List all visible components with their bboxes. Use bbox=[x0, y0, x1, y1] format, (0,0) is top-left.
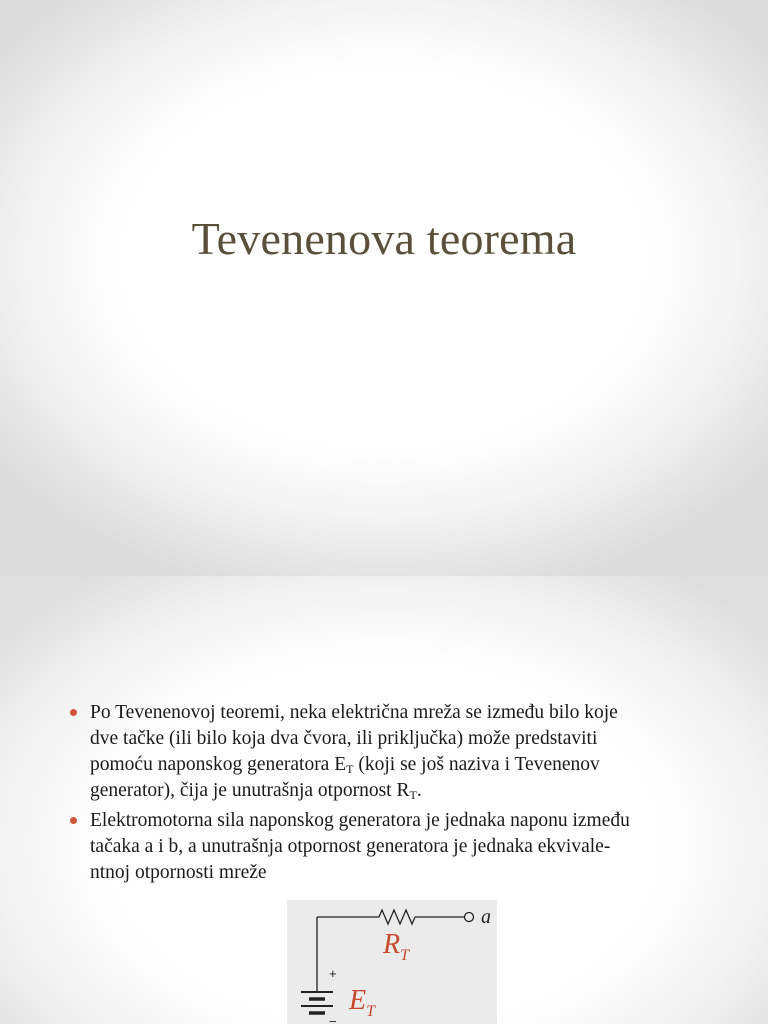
bullet-2-line-1: Elektromotorna sila naponskog generatora je jednaka naponu između bbox=[90, 810, 630, 831]
bullet-1-line-3-tail: (koji se još naziva i Tevenenov bbox=[353, 754, 600, 775]
thevenin-circuit-diagram bbox=[287, 900, 497, 1024]
resistor-symbol bbox=[379, 910, 415, 924]
bullet-list bbox=[70, 700, 710, 890]
bullet-dot-icon bbox=[70, 817, 77, 824]
bullet-1-line-4-subscript: T bbox=[409, 788, 417, 802]
bullet-1-line-3-text: pomoću naponskog generatora E bbox=[90, 754, 347, 775]
source-label-sub: T bbox=[366, 1003, 376, 1020]
source-label bbox=[348, 985, 376, 1020]
resistor-label-main: R bbox=[383, 929, 401, 960]
circuit-svg bbox=[287, 900, 497, 1024]
plus-sign: + bbox=[329, 966, 337, 981]
resistor-label bbox=[382, 929, 410, 964]
bullet-item-2 bbox=[70, 808, 710, 886]
slide-title: Tevenenova teorema bbox=[191, 213, 577, 264]
terminal-a-node bbox=[465, 913, 474, 922]
bullet-1-line-3 bbox=[90, 752, 710, 778]
resistor-label-sub: T bbox=[400, 947, 410, 964]
bullet-1-line-4 bbox=[90, 778, 710, 804]
bullet-item-1 bbox=[70, 700, 710, 804]
bullet-1-line-2: dve tačke (ili bilo koja dva čvora, ili priključka) može predstaviti bbox=[90, 728, 598, 749]
bullet-1-line-1: Po Tevenenovoj teoremi, neka električna mreža se između bilo koje bbox=[90, 702, 618, 723]
source-label-main: E bbox=[349, 985, 367, 1016]
bullet-dot-icon bbox=[70, 709, 77, 716]
bullet-1-line-4-text: generator), čija je unutrašnja otpornost R bbox=[90, 780, 410, 801]
bullet-2-line-3: ntnoj otpornosti mreže bbox=[90, 862, 267, 883]
bullet-1-line-4-tail: . bbox=[416, 780, 422, 801]
minus-sign: − bbox=[329, 1014, 337, 1024]
bullet-2-line-2: tačaka a i b, a unutrašnja otpornost generatora je jednaka ekvivale- bbox=[90, 836, 611, 857]
terminal-a-label: a bbox=[481, 906, 491, 928]
bullet-1-line-3-subscript: T bbox=[346, 762, 354, 776]
